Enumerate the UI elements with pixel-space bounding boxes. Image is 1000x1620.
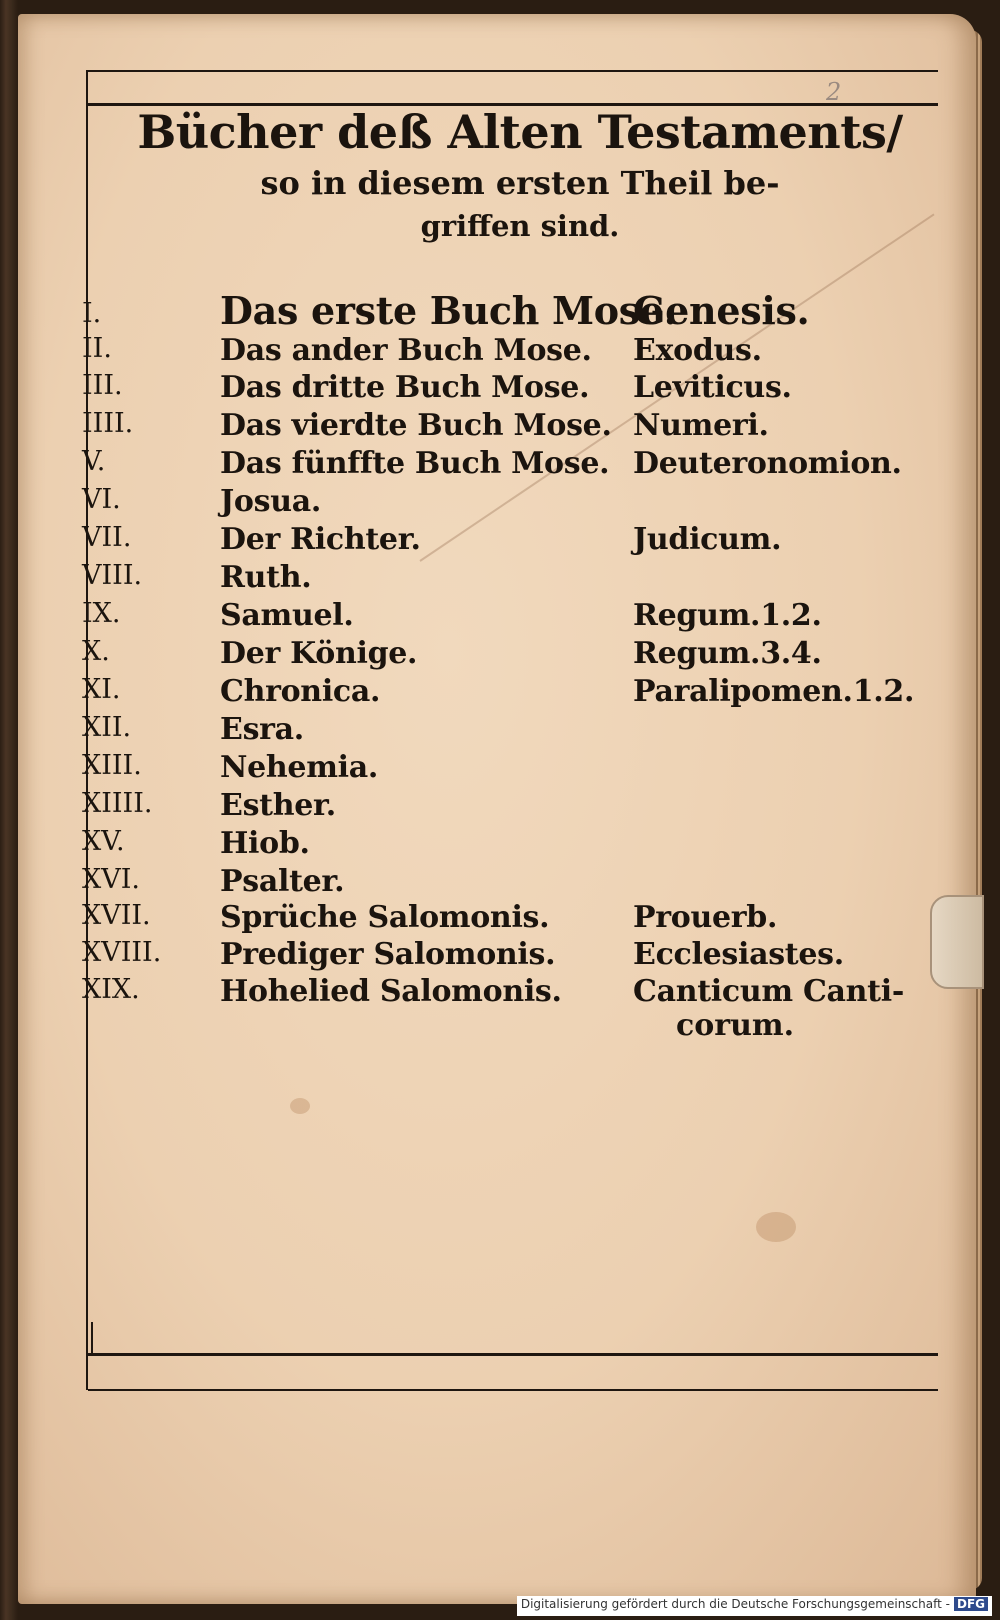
book-number: XII.	[82, 712, 132, 743]
paper-stain	[756, 1212, 796, 1242]
book-latin: Judicum.	[633, 522, 782, 557]
book-number: XV.	[82, 826, 125, 857]
book-latin: Prouerb.	[633, 900, 778, 935]
book-german: Das dritte Buch Mose.	[220, 370, 590, 405]
book-german: Samuel.	[220, 598, 354, 633]
list-item	[0, 446, 1000, 486]
list-item	[0, 522, 1000, 562]
book-german: Esra.	[220, 712, 304, 747]
list-item	[0, 288, 1000, 333]
list-item	[0, 974, 1000, 1014]
book-number: VII.	[82, 522, 132, 553]
book-latin: Canticum Canti-	[633, 974, 904, 1009]
book-german: Psalter.	[220, 864, 345, 899]
book-number: XI.	[82, 674, 121, 705]
book-german: Das fünffte Buch Mose.	[220, 446, 610, 481]
book-german: Esther.	[220, 788, 336, 823]
book-number: X.	[82, 636, 110, 667]
book-number: IIII.	[82, 408, 134, 439]
book-german: Ruth.	[220, 560, 312, 595]
frame-rule-bottom-tick	[91, 1322, 93, 1354]
book-german: Nehemia.	[220, 750, 379, 785]
book-latin: Leviticus.	[633, 370, 792, 405]
book-number: VIII.	[82, 560, 143, 591]
book-number: XVI.	[82, 864, 140, 895]
book-number: XVIII.	[82, 937, 162, 968]
book-german: Josua.	[220, 484, 321, 519]
book-german: Prediger Salomonis.	[220, 937, 556, 972]
page-number: 2	[826, 78, 842, 106]
book-latin: Numeri.	[633, 408, 769, 443]
book-number: IX.	[82, 598, 121, 629]
book-number: VI.	[82, 484, 121, 515]
book-latin: Genesis.	[633, 288, 810, 333]
latin-continuation: corum.	[676, 1008, 795, 1043]
book-latin: Regum.3.4.	[633, 636, 822, 671]
list-item	[0, 636, 1000, 676]
book-german: Der Könige.	[220, 636, 418, 671]
frame-rule-bottom-outer	[88, 1389, 938, 1391]
book-number: III.	[82, 370, 123, 401]
list-item	[0, 333, 1000, 373]
page-title	[110, 100, 930, 246]
book-number: V.	[82, 446, 106, 477]
list-item	[0, 370, 1000, 410]
book-latin: Exodus.	[633, 333, 762, 368]
title-line-1: Bücher deß Alten Testaments/	[137, 105, 903, 159]
list-item	[0, 864, 1000, 904]
list-item	[0, 937, 1000, 977]
list-item	[0, 408, 1000, 448]
list-item	[0, 900, 1000, 940]
digitization-credit	[517, 1596, 992, 1616]
book-number: XIIII.	[82, 788, 153, 819]
book-german: Chronica.	[220, 674, 381, 709]
frame-rule-bottom	[88, 1353, 938, 1356]
credit-text: Digitalisierung gefördert durch die Deutsche Forschungsgemeinschaft -	[520, 1597, 950, 1611]
book-latin: Regum.1.2.	[633, 598, 822, 633]
dfg-logo: DFG	[954, 1597, 988, 1611]
book-latin: Deuteronomion.	[633, 446, 902, 481]
book-number: I.	[82, 298, 102, 329]
list-item	[0, 712, 1000, 752]
book-number: XVII.	[82, 900, 151, 931]
list-item	[0, 484, 1000, 524]
paper-stain	[290, 1098, 310, 1114]
frame-rule-top	[88, 70, 938, 72]
book-german: Hiob.	[220, 826, 310, 861]
book-number: XIII.	[82, 750, 142, 781]
title-line-3: griffen sind.	[420, 209, 620, 243]
book-latin: Ecclesiastes.	[633, 937, 844, 972]
book-german: Sprüche Salomonis.	[220, 900, 550, 935]
list-item	[0, 560, 1000, 600]
book-german: Das ander Buch Mose.	[220, 333, 592, 368]
list-item	[0, 598, 1000, 638]
book-german: Hohelied Salomonis.	[220, 974, 562, 1009]
book-number: II.	[82, 333, 112, 364]
list-item	[0, 674, 1000, 714]
list-item	[0, 826, 1000, 866]
book-number: XIX.	[82, 974, 140, 1005]
book-german: Das vierdte Buch Mose.	[220, 408, 612, 443]
book-latin: Paralipomen.1.2.	[633, 674, 915, 709]
list-item	[0, 788, 1000, 828]
book-german: Der Richter.	[220, 522, 421, 557]
list-item	[0, 750, 1000, 790]
title-line-2: so in diesem ersten Theil be-	[260, 164, 780, 202]
book-german: Das erste Buch Mose.	[220, 288, 677, 333]
